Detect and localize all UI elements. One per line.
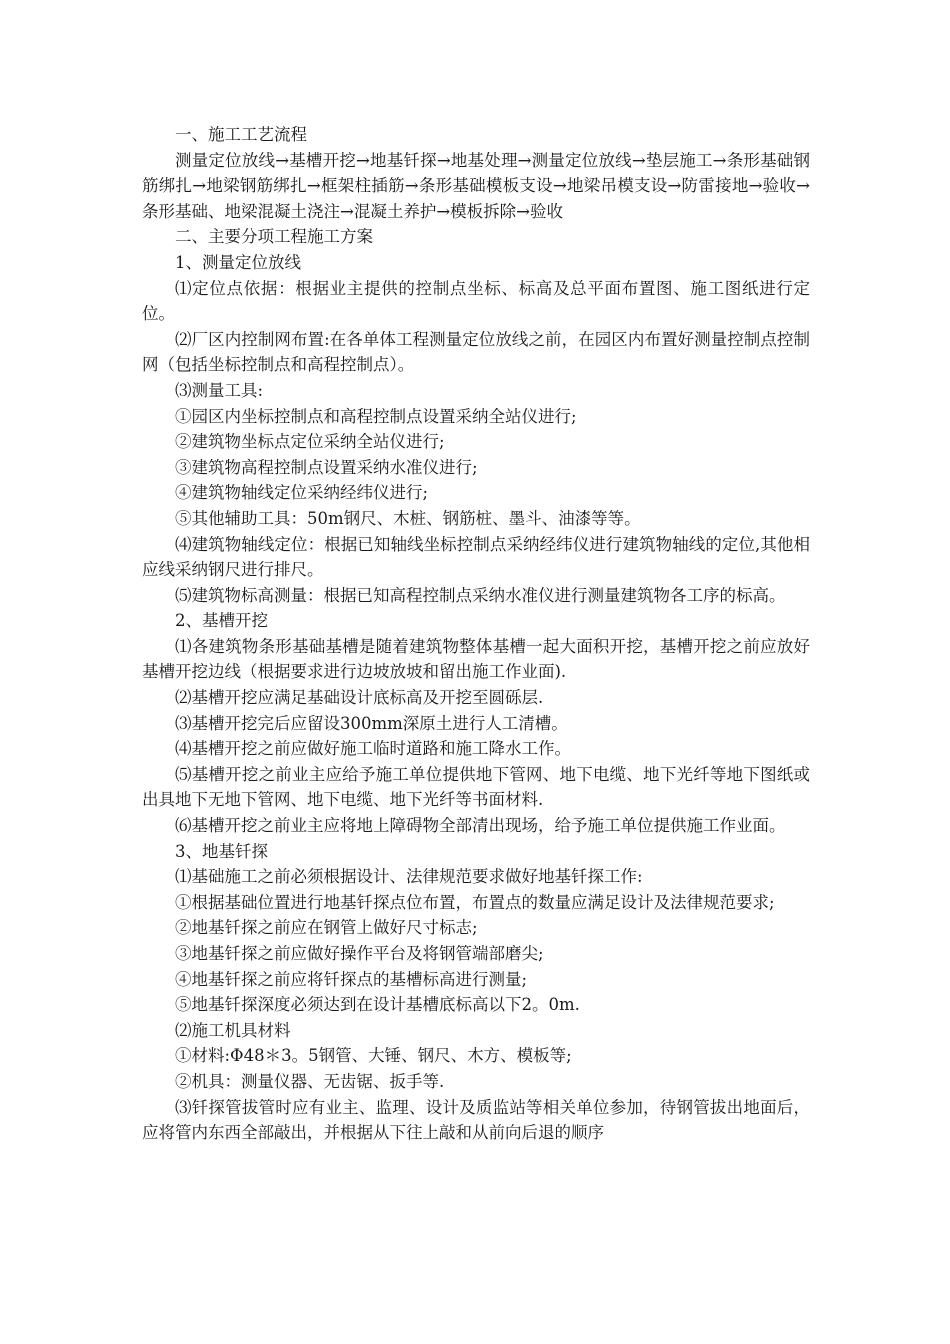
paragraph: ⑶基槽开挖完后应留设300mm深原土进行人工清槽。 <box>175 713 568 733</box>
paragraph: ⑶钎探管拔管时应有业主、监理、设计及质监站等相关单位参加，待钢管拔出地面后，应将管内东西全部敲出，并根据从下往上敲和从前向后退的顺序 <box>142 1097 810 1143</box>
subsection-heading: 1、测量定位放线 <box>175 252 301 272</box>
paragraph: ⑴定位点依据：根据业主提供的控制点坐标、标高及总平面布置图、施工图纸进行定位。 <box>142 278 810 324</box>
list-item: ④地基钎探之前应将钎探点的基槽标高进行测量; <box>175 969 528 989</box>
paragraph: ⑸基槽开挖之前业主应给予施工单位提供地下管网、地下电缆、地下光纤等地下图纸或出具地下无地下管网、地下电缆、地下光纤等书面材料. <box>142 764 810 810</box>
paragraph: ⑵厂区内控制网布置:在各单体工程测量定位放线之前，在园区内布置好测量控制点控制网（包括坐标控制点和高程控制点）。 <box>142 329 810 375</box>
subsection-heading: 3、地基钎探 <box>175 841 268 861</box>
paragraph: ⑵施工机具材料 <box>175 1020 291 1040</box>
paragraph: ⑹基槽开挖之前业主应将地上障碍物全部清出现场，给予施工单位提供施工作业面。 <box>175 816 786 836</box>
paragraph: ⑷基槽开挖之前应做好施工临时道路和施工降水工作。 <box>175 739 571 759</box>
subsection-heading: 2、基槽开挖 <box>175 611 268 631</box>
paragraph: ⑴各建筑物条形基础基槽是随着建筑物整体基槽一起大面积开挖，基槽开挖之前应放好基槽开挖边线（根据要求进行边坡放坡和留出施工作业面). <box>142 636 810 682</box>
document-body <box>142 122 810 1146</box>
section-heading: 一、施工工艺流程 <box>175 125 307 144</box>
list-item: ②建筑物坐标点定位采纳全站仪进行; <box>175 432 445 452</box>
list-item: ①园区内坐标控制点和高程控制点设置采纳全站仪进行; <box>175 406 577 426</box>
list-item: ③建筑物高程控制点设置采纳水准仪进行; <box>175 457 478 477</box>
list-item: ⑤地基钎探深度必须达到在设计基槽底标高以下2。0m. <box>175 995 580 1015</box>
list-item: ⑤其他辅助工具：50m钢尺、木桩、钢筋桩、墨斗、油漆等等。 <box>175 508 641 528</box>
paragraph: ⑴基础施工之前必须根据设计、法律规范要求做好地基钎探工作: <box>175 867 643 887</box>
paragraph: ⑸建筑物标高测量：根据已知高程控制点采纳水准仪进行测量建筑物各工序的标高。 <box>175 585 786 605</box>
section-heading: 二、主要分项工程施工方案 <box>175 227 373 247</box>
paragraph: ⑵基槽开挖应满足基础设计底标高及开挖至圆砾层. <box>175 688 544 708</box>
paragraph: ⑶测量工具: <box>175 380 264 400</box>
list-item: ②地基钎探之前应在钢管上做好尺寸标志; <box>175 918 478 938</box>
list-item: ③地基钎探之前应做好操作平台及将钢管端部磨尖; <box>175 944 544 963</box>
list-item: ④建筑物轴线定位采纳经纬仪进行; <box>175 483 429 503</box>
paragraph: ⑷建筑物轴线定位：根据已知轴线坐标控制点采纳经纬仪进行建筑物轴线的定位,其他相应线采纳钢尺进行排尺。 <box>142 534 810 580</box>
process-flow-paragraph: 测量定位放线→基槽开挖→地基钎探→地基处理→测量定位放线→垫层施工→条形基础钢筋绑扎→地梁钢筋绑扎→框架柱插筋→条形基础模板支设→地梁吊模支设→防雷接地→验收→条形基础、地梁混凝土浇注→混凝土养护→模板拆除→验收 <box>142 150 810 221</box>
list-item: ①根据基础位置进行地基钎探点位布置，布置点的数量应满足设计及法律规范要求; <box>175 892 775 912</box>
list-item: ①材料:Φ48＊3。5钢管、大锤、钢尺、木方、模板等; <box>175 1046 572 1066</box>
list-item: ②机具：测量仪器、无齿锯、扳手等. <box>175 1071 445 1091</box>
